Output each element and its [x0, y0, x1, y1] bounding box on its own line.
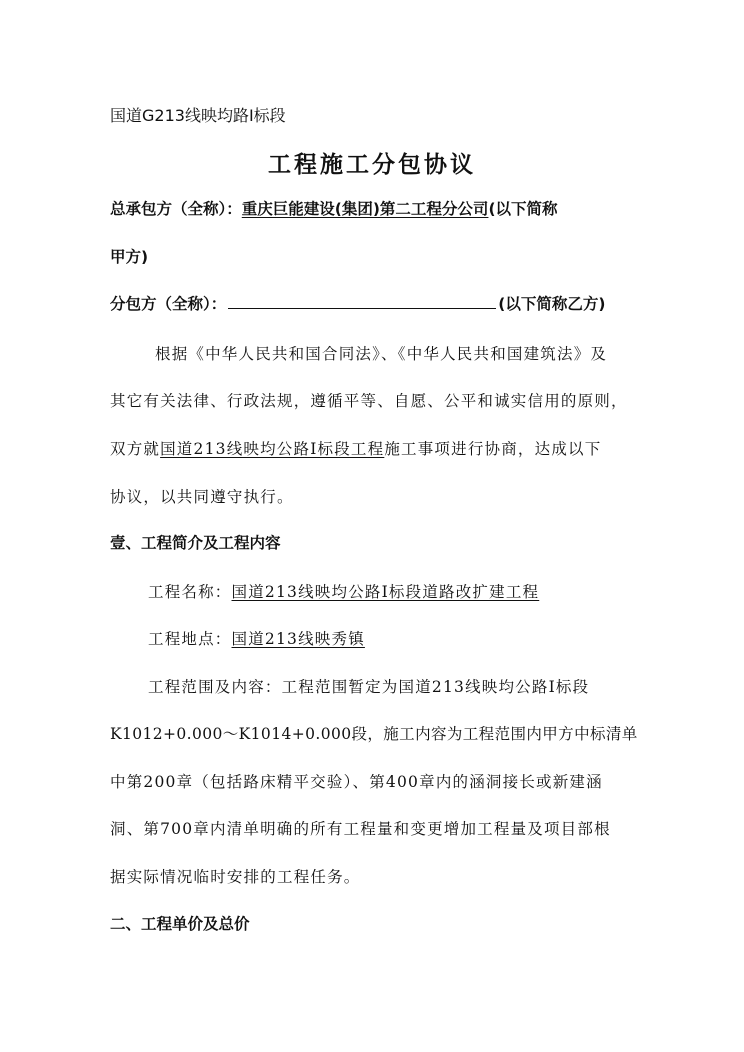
section-label: 国道G213线映均路Ⅰ标段 — [110, 106, 286, 125]
project-name-line — [148, 580, 539, 602]
scope-line-4: 洞、第700章内清单明确的所有工程量和变更增加工程量及项目部根 — [110, 820, 611, 838]
subcontractor-name-blank — [228, 294, 496, 309]
preamble-line-3-suffix: 施工事项进行协商，达成以下 — [384, 440, 602, 458]
project-location-label: 工程地点： — [148, 630, 232, 648]
project-location-line — [148, 627, 365, 649]
scope-line-1: 工程范围及内容：工程范围暂定为国道213线映均公路Ⅰ标段 — [148, 678, 590, 696]
document-title: 工程施工分包协议 — [268, 152, 476, 178]
general-contractor-suffix: (以下简称 — [488, 200, 558, 218]
subcontractor-label: 分包方（全称）： — [110, 295, 227, 313]
preamble-line-3-prefix: 双方就 — [110, 440, 161, 458]
general-contractor-label: 总承包方（全称）： — [110, 200, 242, 218]
general-contractor-name: 重庆巨能建设(集团)第二工程分公司 — [241, 200, 489, 218]
preamble-line-4: 协议，以共同遵守执行。 — [110, 488, 294, 506]
scope-line-3: 中第200章（包括路床精平交验）、第400章内的涵洞接长或新建涵 — [110, 773, 603, 791]
subcontractor-line — [110, 292, 605, 314]
scope-line-2: K1012+0.000～K1014+0.000段，施工内容为工程范围内甲方中标清单 — [110, 725, 638, 743]
project-name-value: 国道213线映均公路Ⅰ标段道路改扩建工程 — [231, 583, 540, 601]
scope-line-5: 据实际情况临时安排的工程任务。 — [110, 868, 361, 886]
subcontractor-suffix: (以下简称乙方) — [498, 295, 606, 313]
project-name-label: 工程名称： — [148, 583, 232, 601]
project-location-value: 国道213线映秀镇 — [231, 630, 365, 648]
preamble-project-name: 国道213线映均公路Ⅰ标段工程 — [160, 440, 385, 458]
section-2-heading: 二、工程单价及总价 — [110, 915, 250, 933]
preamble-line-2: 其它有关法律、行政法规，遵循平等、自愿、公平和诚实信用的原则， — [110, 392, 628, 410]
general-contractor-line — [110, 197, 558, 219]
preamble-line-3 — [110, 437, 601, 459]
general-contractor-suffix-line: 甲方) — [110, 248, 149, 266]
preamble-line-1: 根据《中华人民共和国合同法》、《中华人民共和国建筑法》及 — [155, 345, 608, 363]
section-1-heading: 壹、工程简介及工程内容 — [110, 534, 281, 552]
